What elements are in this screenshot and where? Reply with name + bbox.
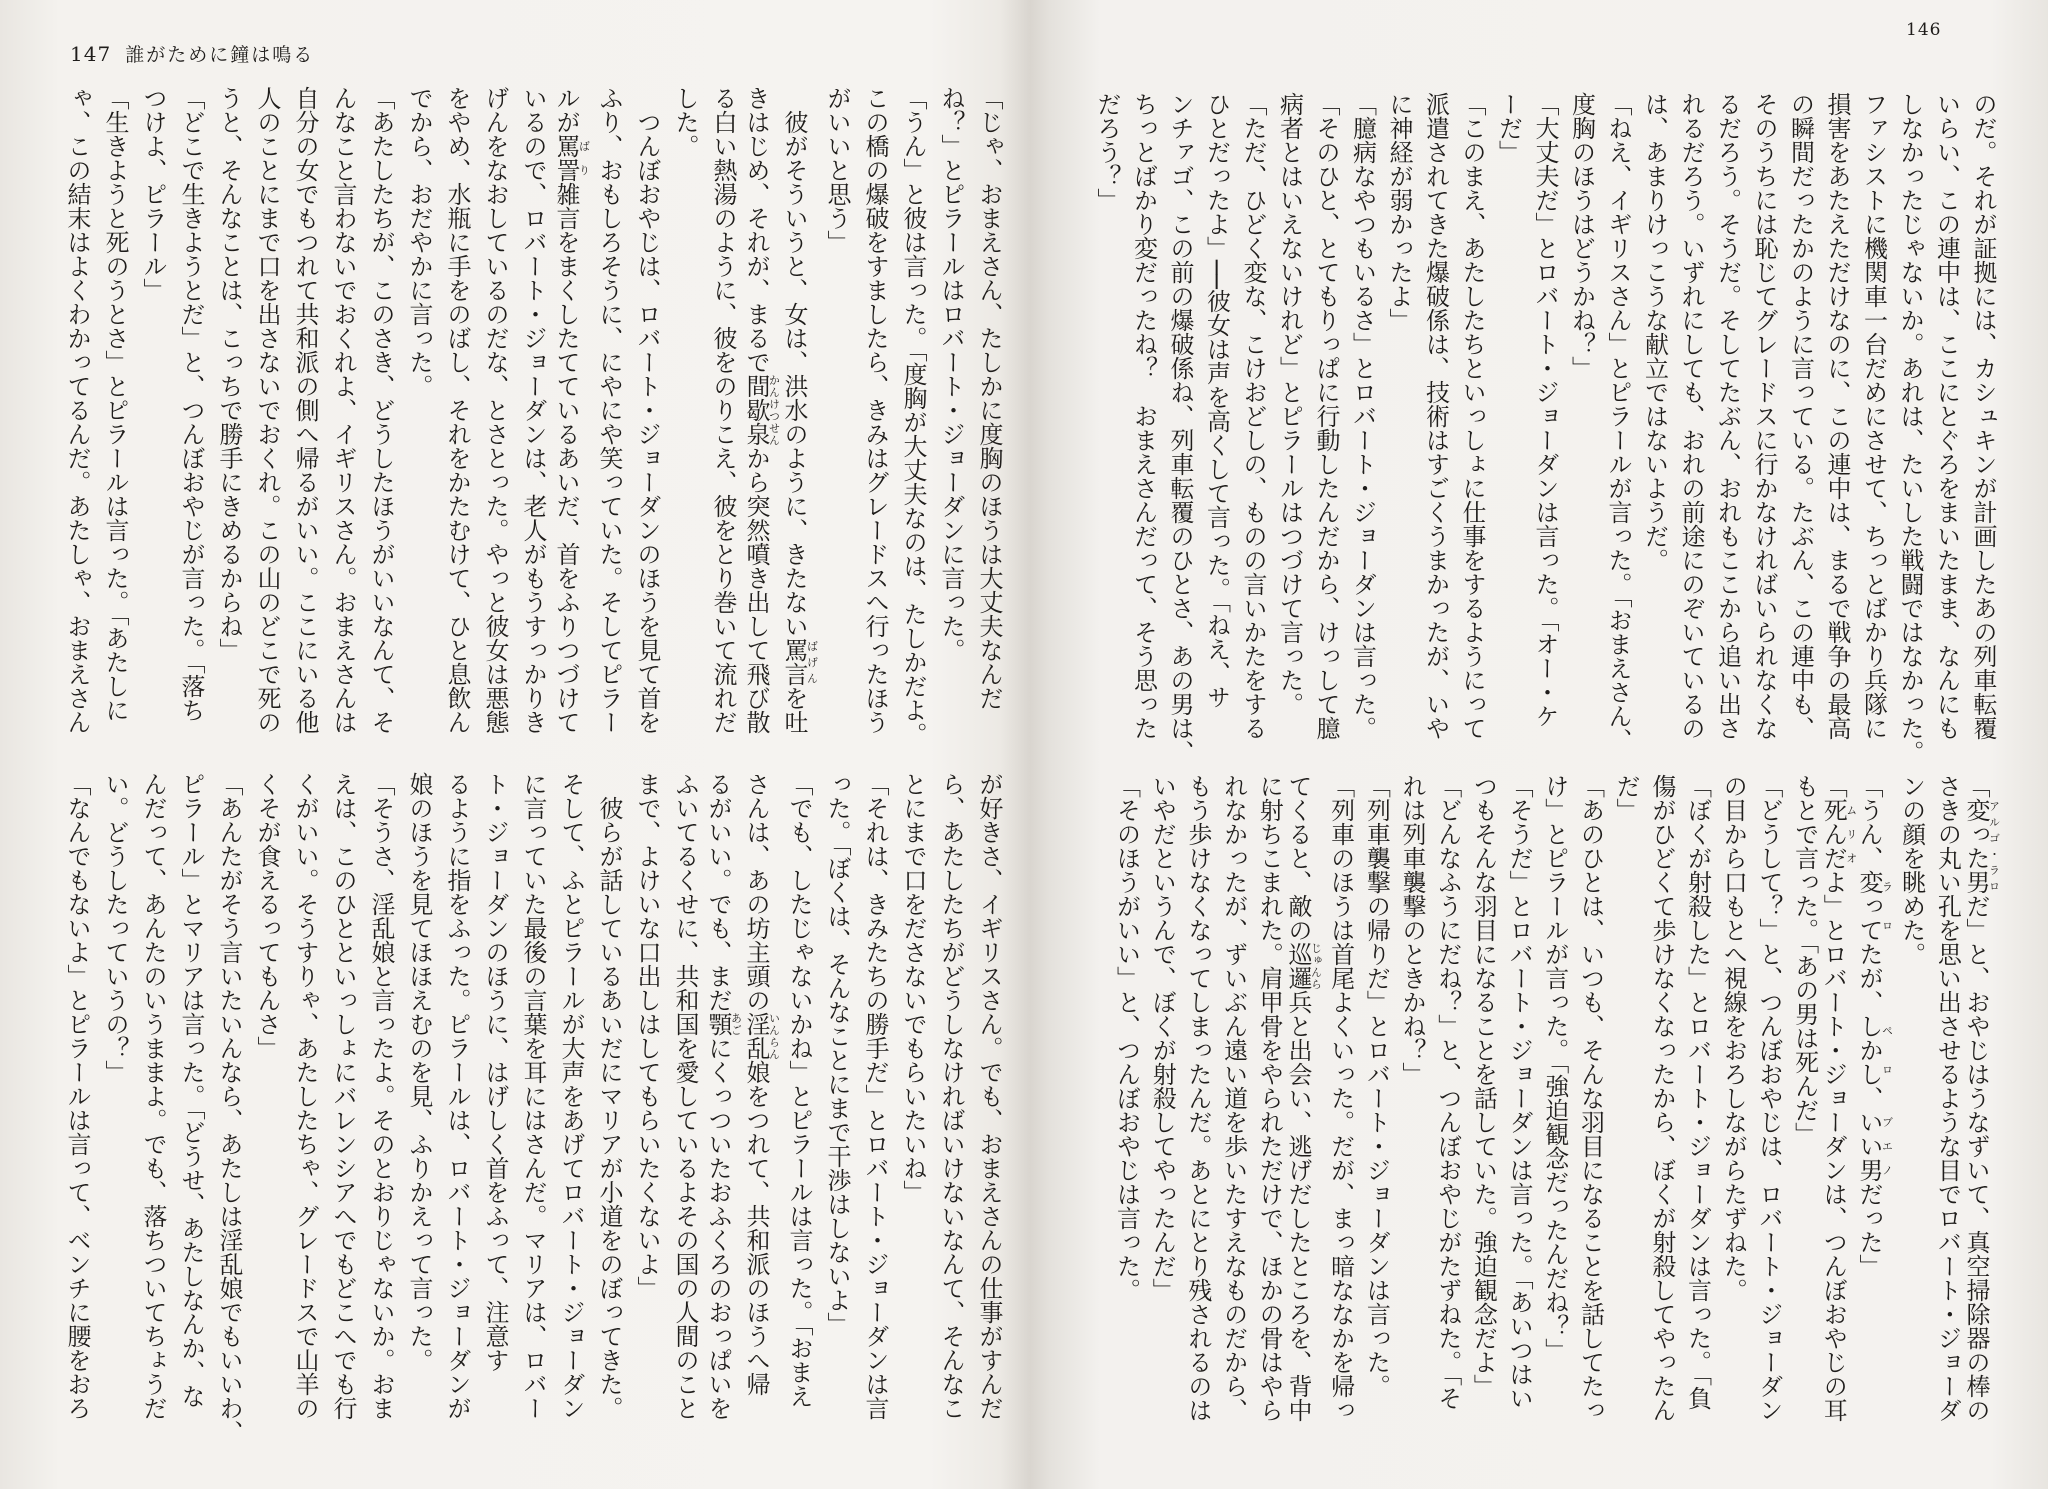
text-run: に射ちこまれた。肩甲骨をやられただけで、ほかの骨はやら xyxy=(1255,774,1284,1422)
text-run: ト・ジョーダンのほうに、はげしく首をふって、注意す xyxy=(481,772,509,1372)
running-title: 誰がために鐘は鳴る xyxy=(125,44,315,66)
text-run: は、あまりけっこうな献立ではないようだ。 xyxy=(1640,92,1669,572)
text-column xyxy=(1854,774,1894,1464)
ruby-base: 顎 xyxy=(704,1012,732,1036)
text-run: うと、そんなことは、こっちで勝手にきめるからね」 xyxy=(215,86,243,662)
text-run: よ」とロバート・ジョーダンは、つんぼおやじの耳 xyxy=(1819,870,1848,1422)
text-column xyxy=(1750,774,1786,1464)
lower-text-block xyxy=(58,772,1008,1462)
text-run: つんぼおやじは、ロバート・ジョーダンのほうを見て首を xyxy=(633,86,661,734)
text-column xyxy=(324,86,362,776)
ruby-annotation xyxy=(1962,798,2001,894)
text-column xyxy=(1465,774,1501,1464)
text-run: えは、このひとといっしょにバレンシアへでもどこへでも行 xyxy=(329,772,357,1420)
text-run: れなかったが、ずいぶん遠い道を歩いたすえなものだから、 xyxy=(1219,774,1248,1422)
text-column xyxy=(590,772,628,1462)
text-run: 度胸のほうはどうかね？」 xyxy=(1567,92,1596,380)
text-column xyxy=(400,772,438,1462)
text-column xyxy=(894,86,932,776)
text-run: した。 xyxy=(671,86,699,158)
text-run: だった」 xyxy=(1854,1182,1883,1278)
text-column xyxy=(400,86,438,776)
ruby-annotation xyxy=(1854,1110,1894,1182)
text-column xyxy=(476,86,514,776)
text-run: 人のことにまで口を出さないでおくれ。この山のどこで死の xyxy=(253,86,281,734)
page-number: 146 xyxy=(1906,20,1942,40)
text-run: 「でも、したじゃないかね」とピラールは言った。「おまえ xyxy=(785,772,813,1408)
text-run: がいいと思う」 xyxy=(823,86,851,254)
text-run: きはじめ、それが、まるで xyxy=(742,86,770,374)
text-column xyxy=(1892,92,1929,782)
ruby-annotation xyxy=(1283,942,1323,990)
text-run: にくっついたおふくろのおっぱいを xyxy=(704,1036,732,1420)
text-column xyxy=(1600,92,1637,782)
text-run: 「生きようと死のうとさ」とピラールは言った。「あたしに xyxy=(101,86,129,722)
text-run: いらい、この連中は、ここにとぐろをまいたまま、なんにも xyxy=(1932,92,1961,740)
text-run: 「ねえ、イギリスさん」とピラールが言った。「おまえさん、 xyxy=(1604,92,1632,752)
text-column xyxy=(1283,774,1323,1464)
text-column xyxy=(1709,92,1746,782)
text-run: ゃ、この結末はよくわかってるんだ。あたしゃ、おまえさん xyxy=(63,86,91,734)
text-run: とにまで口をださないでもらいたいね」 xyxy=(899,772,927,1204)
text-column xyxy=(1108,774,1144,1464)
text-run: この橋の爆破をすましたら、きみはグレードスへ行ったほう xyxy=(861,86,889,734)
text-column xyxy=(1393,774,1429,1464)
text-run: 「 xyxy=(1819,774,1848,798)
text-run: 損害をあたえただけなのに、この連中は、まるで戦争の最高 xyxy=(1823,92,1851,740)
text-column xyxy=(438,86,476,776)
ruby-base: 淫乱 xyxy=(742,1012,770,1060)
page-number: 147 xyxy=(70,42,112,66)
text-run: くそが食えるってもんさ」 xyxy=(253,772,281,1060)
ruby-base: しかし xyxy=(1854,1014,1883,1086)
text-run: だ」と、おやじはうなずいて、真空掃除器の棒の xyxy=(1962,894,1990,1422)
text-run: 派遣されてきた爆破係は、技術はすごくうまかったが、いや xyxy=(1421,92,1450,740)
ruby-annotation xyxy=(1854,1014,1894,1086)
text-column xyxy=(1429,774,1465,1464)
text-run: を吐 xyxy=(780,686,808,734)
text-column xyxy=(1563,92,1600,782)
text-run: 傷がひどくて歩けなくなったから、ぼくが射殺してやったん xyxy=(1647,774,1676,1422)
text-run: ひとだったよ」──彼女は声を高くして言った。「ねえ、サ xyxy=(1202,92,1231,709)
text-run: 「うん」と彼は言った。「度胸が大丈夫なのは、たしかだよ。 xyxy=(899,86,927,746)
ruby-base: 変った男 xyxy=(1962,798,1990,894)
ruby-base: いい男 xyxy=(1854,1110,1883,1182)
text-column xyxy=(1322,774,1358,1464)
text-column xyxy=(1235,92,1272,782)
text-run: んなこと言わないでおくれよ、イギリスさん。おまえさんは xyxy=(329,86,357,734)
text-run: さきの丸い孔を思い出させるような目でロバート・ジョーダ xyxy=(1933,774,1962,1422)
text-run: くがいい。そうすりゃ、あたしたちゃ、グレードスで山羊の xyxy=(291,772,319,1420)
text-column xyxy=(1454,92,1491,782)
text-column xyxy=(552,86,590,776)
text-run: んだって、あんたのいうままよ。でも、落ちついてちょうだ xyxy=(139,772,167,1420)
text-run: げんをなおしているのだな、とさとった。やっと彼女は悪態 xyxy=(481,86,509,734)
text-column xyxy=(818,772,856,1462)
text-column xyxy=(1607,774,1643,1464)
ruby-text: ばり xyxy=(577,134,591,182)
text-run: 「大丈夫だ」とロバート・ジョーダンは言った。「オー・ケ xyxy=(1531,92,1559,728)
text-column xyxy=(1746,92,1783,782)
text-run: るように指をふった。ピラールは、ロバート・ジョーダンが xyxy=(443,772,471,1420)
text-run: ちっとばかり変だったね？ おまえさんだって、そう思った xyxy=(1129,92,1158,740)
ruby-base: 巡邏 xyxy=(1283,942,1312,990)
text-column xyxy=(58,772,96,1462)
text-run: れるだろう。いずれにしても、おれの前途にのぞいているの xyxy=(1677,92,1705,740)
text-column xyxy=(932,772,970,1462)
text-run: 彼がそういうと、女は、洪水のように、きたない xyxy=(780,86,808,638)
text-column xyxy=(134,772,172,1462)
text-run: るがいい。でも、まだ xyxy=(704,772,732,1012)
text-run: だろう？」 xyxy=(1093,92,1121,212)
ruby-annotation xyxy=(1854,870,1894,942)
text-column xyxy=(1964,774,2000,1464)
text-run: 「列車襲撃の帰りだ」とロバート・ジョーダンは言った。 xyxy=(1362,774,1391,1398)
text-run: 「どんなふうにだね？」と、つんぼおやじがたずねた。「そ xyxy=(1433,774,1462,1410)
text-column xyxy=(134,86,172,776)
lower-text-block xyxy=(1108,774,2001,1464)
text-column xyxy=(476,772,514,1462)
text-run: 娘をつれて、共和派のほうへ帰 xyxy=(742,1060,770,1396)
text-column xyxy=(1673,92,1710,782)
text-run: 彼らが話しているあいだにマリアが小道をのぼってきた。 xyxy=(595,772,623,1420)
text-column xyxy=(514,772,552,1462)
text-run: ファシストに機関車一台だめにさせて、ちっとばかり兵隊に xyxy=(1859,92,1888,740)
text-column xyxy=(1162,92,1199,782)
text-column xyxy=(1125,92,1162,782)
text-run: った。「ぼくは、そんなことにまで干渉はしないよ」 xyxy=(823,772,851,1336)
text-run: 「どうして？」と、つんぼおやじは、ロバート・ジョーダン xyxy=(1754,774,1783,1422)
text-run: 「うん、 xyxy=(1854,774,1883,870)
ruby-text: ブエノ xyxy=(1880,1110,1894,1182)
text-column xyxy=(1572,774,1608,1464)
text-run: でから、おだやかに言った。 xyxy=(405,86,433,398)
text-run: 「そうさ、淫乱娘と言ったよ。そのとおりじゃないか。おま xyxy=(367,772,395,1420)
text-run: のだ。それが証拠には、カシュキンが計画したあの列車転覆 xyxy=(1969,92,1997,740)
text-run: 娘のほうを見てほほえむのを見、ふりかえって言った。 xyxy=(405,772,433,1372)
text-column xyxy=(628,772,666,1462)
text-column xyxy=(438,772,476,1462)
upper-text-block xyxy=(58,86,1008,776)
ruby-annotation xyxy=(704,1012,743,1036)
text-run: まで、よけいな口出しはしてもらいたくないよ」 xyxy=(633,772,661,1300)
text-run: に神経が弱かったよ」 xyxy=(1385,92,1413,332)
text-run: 自分の女でもつれて共和派の側へ帰るがいい。ここにいる他 xyxy=(291,86,319,734)
text-column xyxy=(1215,774,1251,1464)
text-column xyxy=(780,86,818,776)
text-column xyxy=(628,86,666,776)
text-run: をやめ、水瓶に手をのばし、それをかたむけて、ひと息飲ん xyxy=(443,86,471,734)
text-run: 「臆病なやつもいるさ」とロバート・ジョーダンは言った。 xyxy=(1348,92,1377,740)
text-column xyxy=(248,772,286,1462)
ruby-text: いんらん xyxy=(767,1012,781,1060)
text-column xyxy=(1308,92,1345,782)
text-column xyxy=(286,86,324,776)
text-run: 「じゃ、おまえさん、たしかに度胸のほうは大丈夫なんだ xyxy=(975,86,1003,710)
text-column xyxy=(1271,92,1308,782)
text-column xyxy=(362,86,400,776)
text-column xyxy=(1144,774,1180,1464)
text-column xyxy=(1855,92,1892,782)
text-column xyxy=(324,772,362,1462)
text-run: 「そのひと、とてもりっぱに行動したんだから、けっして臆 xyxy=(1312,92,1340,740)
text-column xyxy=(970,772,1008,1462)
text-column xyxy=(932,86,970,776)
text-run: ね？」とピラールはロバート・ジョーダンに言った。 xyxy=(937,86,965,662)
ruby-base: 罵言 xyxy=(780,638,808,686)
upper-text-block xyxy=(1089,92,2002,782)
text-column xyxy=(1636,92,1673,782)
text-column xyxy=(818,86,856,776)
text-run: 「あのひとは、いつも、そんな羽目になることを話してたっ xyxy=(1576,774,1605,1422)
text-run: 「どこで生きようとだ」と、つんぼおやじが言った。「落ち xyxy=(177,86,205,722)
text-run: 兵と出会い、逃げだしたところを、背中 xyxy=(1283,990,1312,1422)
text-run: そして、ふとピラールが大声をあげてロバート・ジョーダン xyxy=(557,772,585,1420)
text-column xyxy=(1417,92,1454,782)
text-column xyxy=(1527,92,1564,782)
text-run: が好きさ、イギリスさん。でも、おまえさんの仕事がすんだ xyxy=(975,772,1003,1420)
text-run: い。どうしたっていうの？」 xyxy=(101,772,129,1084)
ruby-text: じゅんら xyxy=(1309,942,1323,990)
text-run: だ」 xyxy=(1612,774,1641,822)
text-column xyxy=(1089,92,1126,782)
text-run: 「そうだ」とロバート・ジョーダンは言った。「あいつはい xyxy=(1505,774,1534,1410)
ruby-base: 間歇泉 xyxy=(742,374,770,446)
text-run: ら、あたしたちがどうしなければいけないなんて、そんなこ xyxy=(937,772,965,1420)
text-column xyxy=(1536,774,1572,1464)
text-run: いやだというんで、ぼくが射殺してやったんだ」 xyxy=(1148,774,1177,1302)
text-column xyxy=(1715,774,1751,1464)
text-run: てくると、敵の xyxy=(1283,774,1312,942)
ruby-annotation xyxy=(742,374,781,446)
text-column xyxy=(1179,774,1215,1464)
text-column xyxy=(1819,92,1856,782)
ruby-base: 変って xyxy=(1854,870,1883,942)
text-column xyxy=(894,772,932,1462)
text-run: るだろう。そうだ。そしてたぶん、おれもここから追い出さ xyxy=(1713,92,1742,740)
text-run: 「それは、きみたちの勝手だ」とロバート・ジョーダンは言 xyxy=(861,772,889,1420)
text-column xyxy=(96,86,134,776)
text-run: 「ぼくが射殺した」とロバート・ジョーダンは言った。「負 xyxy=(1683,774,1712,1410)
text-column xyxy=(172,86,210,776)
ruby-annotation xyxy=(1819,798,1858,870)
text-run: 、 xyxy=(1854,1086,1883,1110)
text-column xyxy=(856,86,894,776)
text-column xyxy=(1643,774,1679,1464)
text-column xyxy=(1344,92,1381,782)
text-run: れは列車襲撃のときかね？」 xyxy=(1398,774,1426,1086)
ruby-text: アルゴ・ラロ xyxy=(1987,798,2001,894)
text-column xyxy=(970,86,1008,776)
text-column xyxy=(780,772,818,1462)
text-run: から突然噴き出して飛び散 xyxy=(742,446,770,734)
text-column xyxy=(1490,92,1527,782)
text-run: ふり、おもしろそうに、にやにや笑っていた。そしてピラー xyxy=(595,86,623,734)
ruby-text: ムリオ xyxy=(1844,798,1858,870)
text-run: ふいてるくせに、共和国を愛しているよその国の人間のこと xyxy=(671,772,699,1420)
ruby-base: 死んだ xyxy=(1819,798,1848,870)
text-column xyxy=(96,772,134,1462)
text-run: 「あたしたちが、このさき、どうしたほうがいいなんて、そ xyxy=(367,86,395,734)
text-run: いるので、ロバート・ジョーダンは、老人がもうすっかりき xyxy=(519,86,547,734)
text-run: そのうちには恥じてグレードスに行かなければいられなくな xyxy=(1750,92,1778,740)
text-column xyxy=(1198,92,1235,782)
text-run: もう歩けなくなってしまったんだ。あとにとり残されるのは xyxy=(1183,774,1212,1422)
text-run: ルが xyxy=(552,86,580,134)
text-run: つもそんな羽目になることを話していた。強迫観念だよ」 xyxy=(1469,774,1498,1398)
text-column xyxy=(248,86,286,776)
text-column xyxy=(666,86,704,776)
ruby-text: あご xyxy=(729,1012,743,1036)
text-run: 「ただ、ひどく変な、こけおどしの、ものの言いかたをする xyxy=(1239,92,1267,740)
text-column xyxy=(742,772,780,1462)
ruby-text: かんけつせん xyxy=(767,374,781,446)
ruby-text: ラロ xyxy=(1880,870,1894,942)
text-column xyxy=(58,86,96,776)
text-column xyxy=(590,86,628,776)
text-column xyxy=(1782,92,1819,782)
text-column xyxy=(286,772,324,1462)
text-run: もとで言った。「あの男は死んだ」 xyxy=(1790,774,1819,1146)
text-column xyxy=(210,86,248,776)
text-run: つけよ、ピラール」 xyxy=(139,86,167,302)
text-column xyxy=(1965,92,2002,782)
text-run: たが、 xyxy=(1854,942,1883,1014)
text-run: しなかったじゃないか。あれは、たいした戦闘ではなかった。 xyxy=(1896,92,1924,764)
text-run: に言っていた最後の言葉を耳にはさんだ。マリアは、ロバー xyxy=(519,772,547,1420)
right-page xyxy=(1030,0,2048,1489)
text-run: さんは、あの坊主頭の xyxy=(742,772,770,1012)
text-run: の瞬間だったかのように言っている。たぶん、この連中も、 xyxy=(1786,92,1815,740)
text-run: ーだ」 xyxy=(1494,92,1523,164)
text-column xyxy=(172,772,210,1462)
text-run: 「 xyxy=(1962,774,1990,798)
text-column xyxy=(1928,92,1965,782)
text-column xyxy=(1358,774,1394,1464)
text-run: 「なんでもないよ」とピラールは言って、ベンチに腰をおろ xyxy=(63,772,91,1420)
ruby-annotation xyxy=(552,134,591,182)
text-column xyxy=(1893,774,1929,1464)
text-column xyxy=(362,772,400,1462)
text-run: 「このまえ、あたしたちといっしょに仕事をするようにって xyxy=(1458,92,1486,740)
text-run: ンチァゴ、この前の爆破係ね、列車転覆のひとさ、あの男は、 xyxy=(1166,92,1194,764)
text-run: の目から口もとへ視線をおろしながらたずねた。 xyxy=(1719,774,1748,1302)
text-run: ンの顔を眺めた。 xyxy=(1897,774,1926,966)
ruby-annotation xyxy=(742,1012,781,1060)
text-column xyxy=(552,772,590,1462)
ruby-base: 罵詈 xyxy=(552,134,580,182)
text-run: 「そのほうがいい」と、つんぼおやじは言った。 xyxy=(1112,774,1141,1302)
text-run: 「列車のほうは首尾よくいった。だが、まっ暗ななかを帰っ xyxy=(1326,774,1355,1422)
running-header xyxy=(70,40,314,68)
text-run: 「あんたがそう言いたいんなら、あたしは淫乱娘でもいいわ、 xyxy=(215,772,243,1444)
text-run: ピラール」とマリアは言った。「どうせ、あたしなんか、な xyxy=(177,772,205,1408)
text-run: 雑言をまくしたてているあいだ、首をふりつづけて xyxy=(552,182,580,734)
text-run: る白い熱湯のように、彼をのりこえ、彼をとり巻いて流れだ xyxy=(709,86,737,734)
text-column xyxy=(210,772,248,1462)
text-run: 病者とはいえないけれど」とピラールはつづけて言った。 xyxy=(1275,92,1304,716)
ruby-text: ばげん xyxy=(805,638,819,686)
text-column xyxy=(1679,774,1715,1464)
text-column xyxy=(856,772,894,1462)
text-column xyxy=(1381,92,1418,782)
text-run: け」とピラールが言った。「強迫観念だったんだね？」 xyxy=(1540,774,1569,1362)
ruby-text: ペロ xyxy=(1880,1014,1894,1086)
text-column xyxy=(1500,774,1536,1464)
ruby-annotation xyxy=(780,638,819,686)
